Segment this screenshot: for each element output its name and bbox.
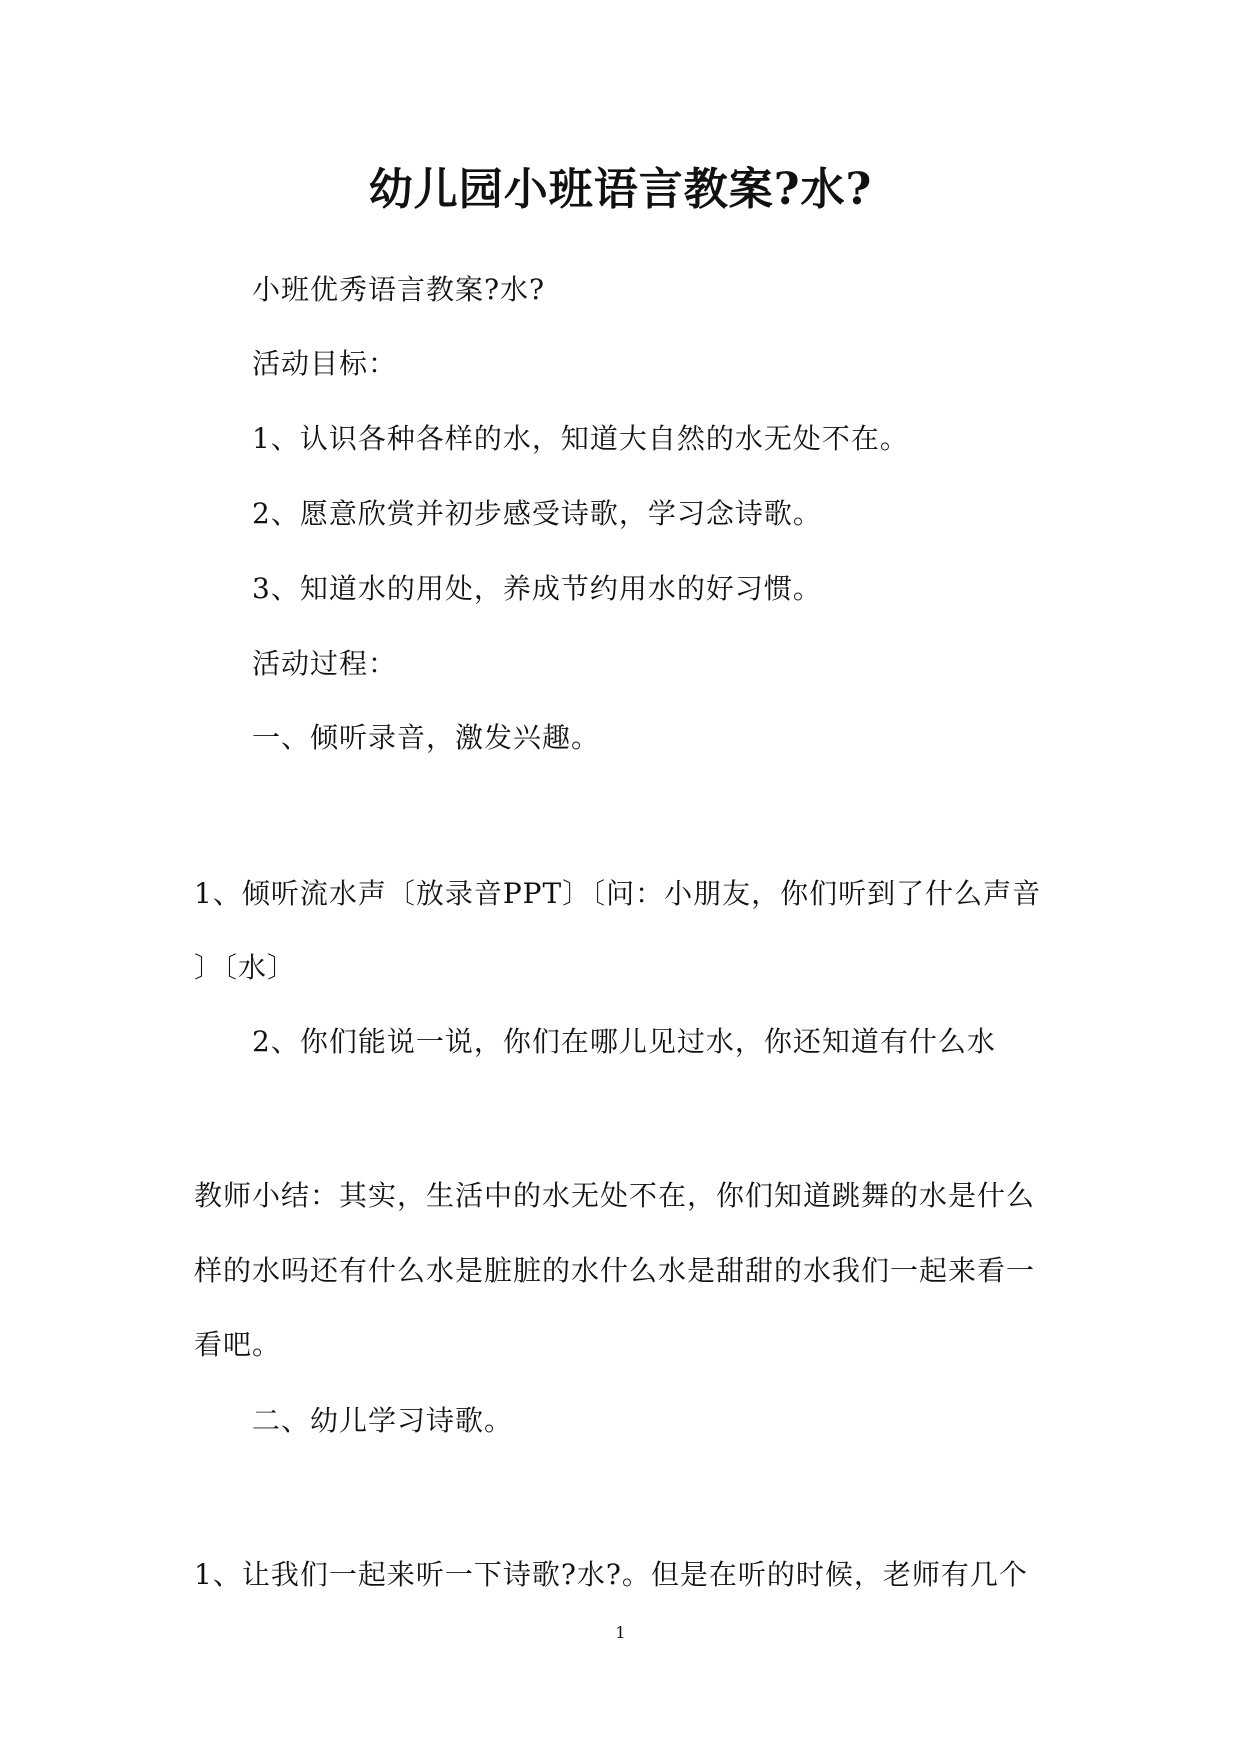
paragraph-subtitle: 小班优秀语言教案?水? — [252, 273, 546, 306]
paragraph-section-2: 二、幼儿学习诗歌。 — [252, 1404, 514, 1437]
paragraph-section-1: 一、倾听录音，激发兴趣。 — [252, 721, 601, 754]
page-number: 1 — [615, 1623, 626, 1642]
paragraph-goals-heading: 活动目标： — [252, 347, 398, 380]
paragraph-summary-line-3: 看吧。 — [194, 1328, 282, 1361]
document-title: 幼儿园小班语言教案?水? — [368, 164, 873, 215]
paragraph-goal-2: 2、愿意欣赏并初步感受诗歌，学习念诗歌。 — [252, 497, 822, 530]
paragraph-goal-1: 1、认识各种各样的水，知道大自然的水无处不在。 — [252, 422, 909, 455]
paragraph-goal-3: 3、知道水的用处，养成节约用水的好习惯。 — [252, 572, 822, 605]
paragraph-step-1-line-1: 1、倾听流水声〔放录音PPT〕〔问：小朋友，你们听到了什么声音 — [194, 877, 1042, 910]
paragraph-poem-step-1: 1、让我们一起来听一下诗歌?水?。但是在听的时候，老师有几个 — [194, 1558, 1028, 1591]
paragraph-summary-line-2: 样的水吗还有什么水是脏脏的水什么水是甜甜的水我们一起来看一 — [194, 1254, 1036, 1287]
paragraph-summary-line-1: 教师小结：其实，生活中的水无处不在，你们知道跳舞的水是什么 — [194, 1179, 1036, 1212]
paragraph-step-1-line-2: 〕〔水〕 — [194, 951, 297, 984]
paragraph-step-2: 2、你们能说一说，你们在哪儿见过水，你还知道有什么水 — [252, 1025, 996, 1058]
paragraph-process-heading: 活动过程： — [252, 647, 398, 680]
